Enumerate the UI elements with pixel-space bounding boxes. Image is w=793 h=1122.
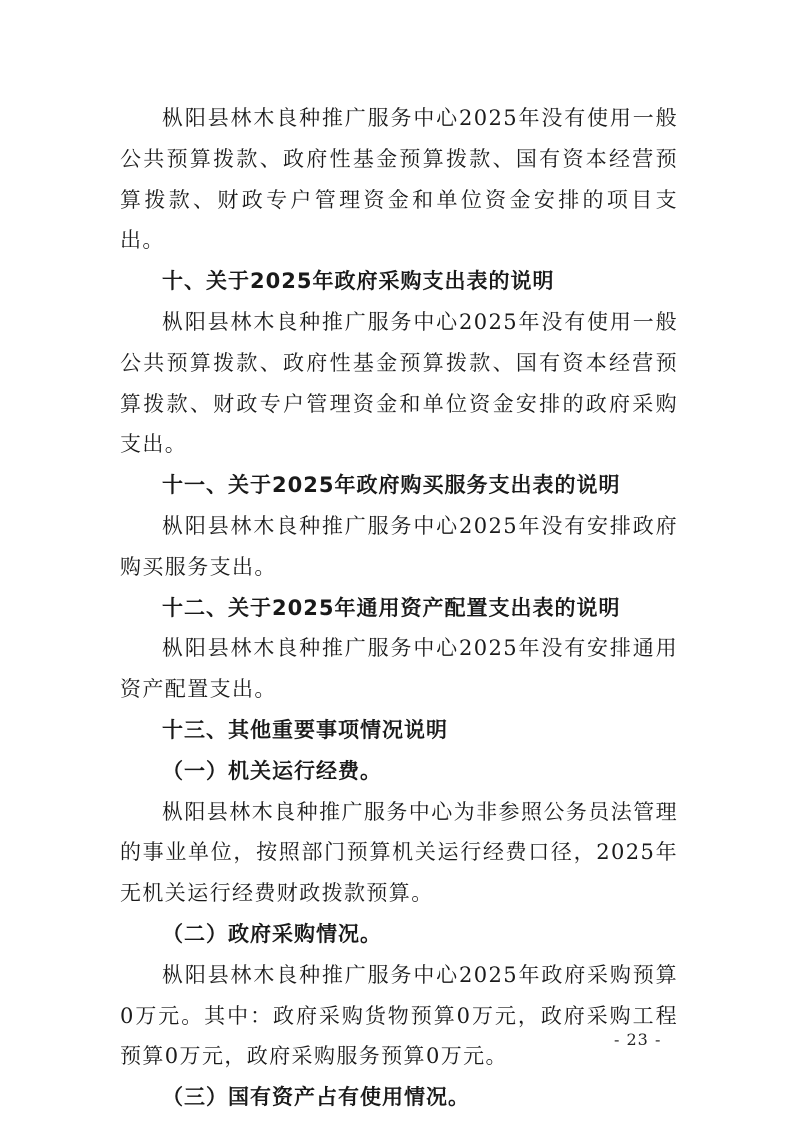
page-number: - 23 - xyxy=(614,1030,662,1049)
heading-other-matters: 十三、其他重要事项情况说明 xyxy=(162,717,448,742)
subheading-operating-funds: （一）机关运行经费。 xyxy=(162,758,382,783)
heading-asset-config-table: 十二、关于2025年通用资产配置支出表的说明 xyxy=(162,595,621,620)
paragraph-asset-config: 枞阳县林木良种推广服务中心2025年没有安排通用资产配置支出。 xyxy=(120,636,678,702)
paragraph-procurement-status: 枞阳县林木良种推广服务中心2025年政府采购预算0万元。其中：政府采购货物预算0万元，政府采购工程预算0万元，政府采购服务预算0万元。 xyxy=(120,962,678,1069)
heading-procurement-table: 十、关于2025年政府采购支出表的说明 xyxy=(162,269,555,294)
paragraph-service-purchase: 枞阳县林木良种推广服务中心2025年没有安排政府购买服务支出。 xyxy=(120,513,678,579)
subheading-state-assets: （三）国有资产占有使用情况。 xyxy=(162,1085,470,1110)
page-body xyxy=(120,98,678,1118)
paragraph-project-expenditure: 枞阳县林木良种推广服务中心2025年没有使用一般公共预算拨款、政府性基金预算拨款、国有资本经营预算拨款、财政专户管理资金和单位资金安排的项目支出。 xyxy=(120,106,678,253)
heading-service-purchase-table: 十一、关于2025年政府购买服务支出表的说明 xyxy=(162,473,621,498)
subheading-procurement-status: （二）政府采购情况。 xyxy=(162,921,382,946)
paragraph-procurement: 枞阳县林木良种推广服务中心2025年没有使用一般公共预算拨款、政府性基金预算拨款、国有资本经营预算拨款、财政专户管理资金和单位资金安排的政府采购支出。 xyxy=(120,309,678,457)
paragraph-operating-funds: 枞阳县林木良种推广服务中心为非参照公务员法管理的事业单位，按照部门预算机关运行经费口径，2025年无机关运行经费财政拨款预算。 xyxy=(120,799,678,906)
